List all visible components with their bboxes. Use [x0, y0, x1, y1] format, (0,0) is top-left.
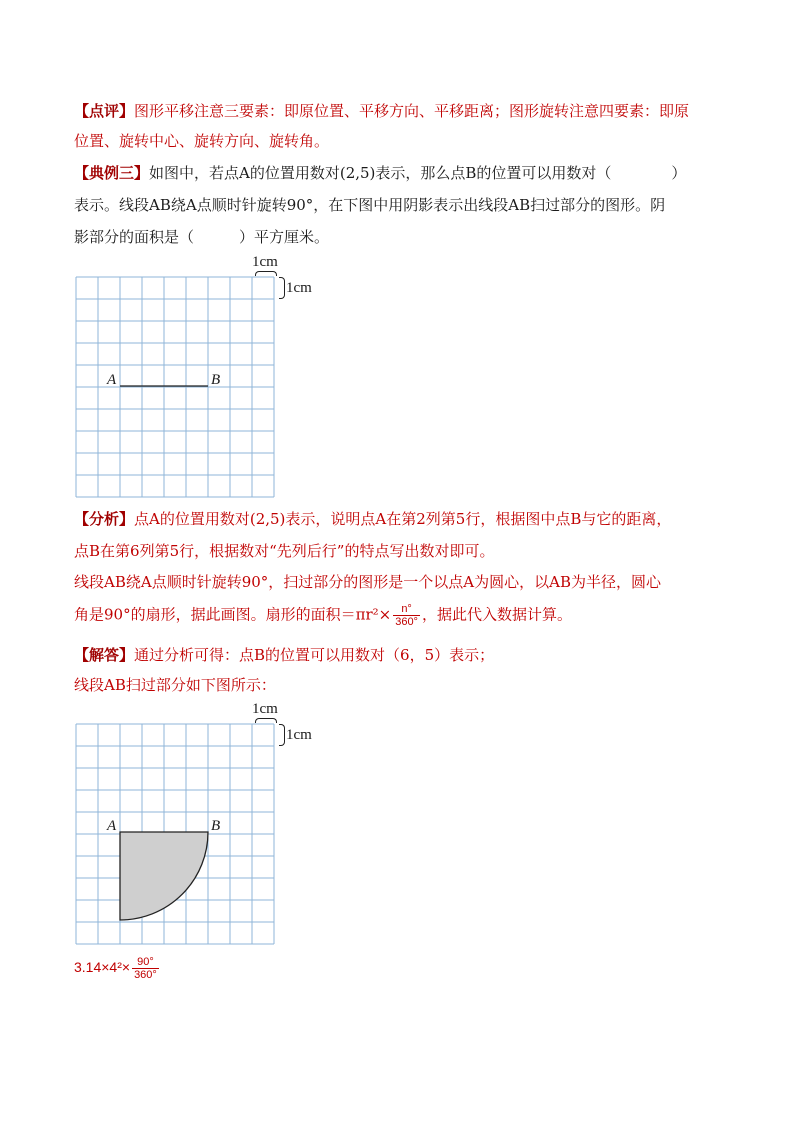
answer-text-1: 通过分析可得：点B的位置可以用数对（6，5）表示； — [134, 646, 495, 664]
figure-question — [74, 252, 334, 502]
fraction-numerator: n° — [393, 603, 420, 616]
unit-right-label-2: 1cm — [286, 727, 312, 743]
comment-line-2: 位置、旋转中心、旋转方向、旋转角。 — [74, 132, 330, 150]
point-b-label: B — [211, 372, 221, 388]
point-a-label-2: A — [107, 818, 117, 834]
answer-formula — [74, 956, 161, 981]
analysis-line-1 — [74, 508, 671, 530]
formula-numerator: 90° — [132, 956, 159, 969]
formula-denominator: 360° — [134, 969, 157, 981]
point-a-label: A — [107, 372, 117, 388]
unit-top-label-2: 1cm — [252, 701, 278, 717]
answer-tag: 【解答】 — [74, 646, 135, 664]
formula-fraction — [132, 956, 159, 981]
example-line-3: 影部分的面积是（ ）平方厘米。 — [74, 228, 330, 246]
shaded-sector — [120, 832, 208, 920]
analysis-text-4a: 角是90°的扇形，据此画图。扇形的面积＝πr²× — [74, 605, 392, 624]
fraction-denominator: 360° — [395, 616, 418, 628]
grid-2 — [74, 722, 278, 946]
grid-lines — [76, 277, 274, 497]
answer-line-2: 线段AB扫过部分如下图所示： — [74, 676, 276, 694]
analysis-text-1: 点A的位置用数对(2,5)表示，说明点A在第2列第5行，根据图中点B与它的距离， — [134, 510, 672, 528]
comment-text-1: 图形平移注意三要素：即原位置、平移方向、平移距离；图形旋转注意四要素：即原 — [134, 102, 690, 120]
comment-tag: 【点评】 — [74, 102, 135, 120]
analysis-line-4 — [74, 603, 572, 628]
example-line-1 — [74, 162, 686, 184]
unit-right-brace-2 — [279, 724, 285, 746]
unit-right-brace — [279, 277, 285, 299]
grid-1 — [74, 275, 278, 499]
figure-answer — [74, 699, 334, 949]
analysis-tag: 【分析】 — [74, 510, 135, 528]
analysis-text-4b: ，据此代入数据计算。 — [421, 605, 572, 624]
answer-line-1 — [74, 644, 494, 666]
comment-line-1 — [74, 100, 689, 122]
point-b-label-2: B — [211, 818, 221, 834]
sector-fraction — [393, 603, 420, 628]
example-text-1: 如图中，若点A的位置用数对(2,5)表示，那么点B的位置可以用数对（ ） — [149, 164, 687, 182]
formula-text: 3.14×4²× — [74, 959, 131, 976]
analysis-line-2: 点B在第6列第5行，根据数对“先列后行”的特点写出数对即可。 — [74, 542, 495, 560]
example-tag: 【典例三】 — [74, 164, 150, 182]
unit-right-label: 1cm — [286, 280, 312, 296]
example-line-2: 表示。线段AB绕A点顺时针旋转90°，在下图中用阴影表示出线段AB扫过部分的图形。阴 — [74, 196, 666, 214]
unit-top-label: 1cm — [252, 254, 278, 270]
analysis-line-3: 线段AB绕A点顺时针旋转90°，扫过部分的图形是一个以点A为圆心，以AB为半径，圆心 — [74, 573, 661, 591]
